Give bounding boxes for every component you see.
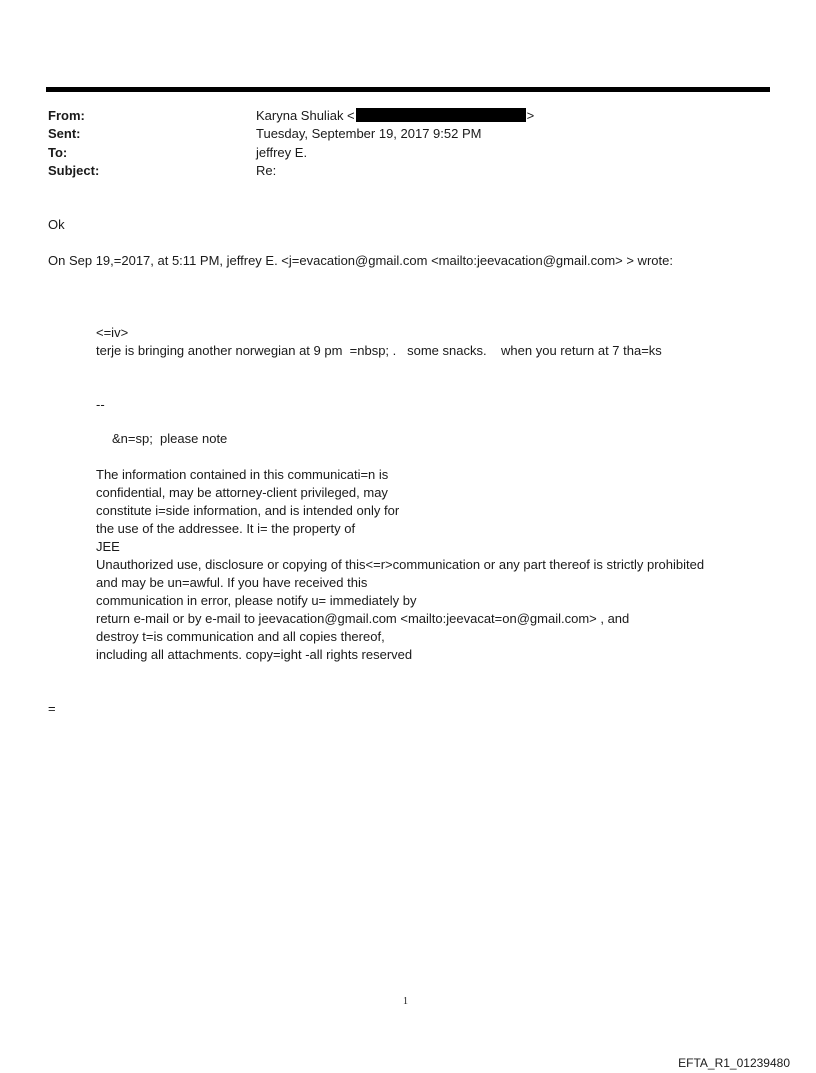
disclaimer-line: communication in error, please notify u= immediately by [96, 593, 417, 608]
from-end: > [526, 108, 535, 123]
page-number: 1 [403, 996, 408, 1007]
disclaimer-line: return e-mail or by e-mail to jeevacation@gmail.com <mailto:jeevacat=on@gmail.com> , and [96, 611, 630, 626]
quoted-message: terje is bringing another norwegian at 9 pm =nbsp; . some snacks. when you return at 7 tha=ks [96, 343, 662, 358]
from-value [256, 107, 534, 125]
document-id: EFTA_R1_01239480 [678, 1056, 790, 1070]
header-rule [46, 87, 770, 92]
quoted-div-tag: <=iv> [96, 325, 129, 340]
attribution-line: On Sep 19,=2017, at 5:11 PM, jeffrey E. <j=evacation@gmail.com <mailto:jeevacation@gmail.com> > wrote: [48, 253, 673, 268]
to-value: jeffrey E. [256, 145, 308, 160]
sent-value: Tuesday, September 19, 2017 9:52 PM [256, 126, 482, 141]
from-label: From: [48, 108, 85, 123]
please-note: &n=sp; please note [112, 431, 228, 446]
disclaimer-line: Unauthorized use, disclosure or copying of this<=r>communication or any part thereof is strictly prohibited [96, 557, 705, 572]
trailing-char: = [48, 701, 56, 716]
disclaimer-line: and may be un=awful. If you have received this [96, 575, 368, 590]
from-name: Karyna Shuliak < [256, 108, 355, 123]
disclaimer-line: the use of the addressee. It i= the property of [96, 521, 356, 536]
disclaimer-line: confidential, may be attorney-client privileged, may [96, 485, 388, 500]
reply-text: Ok [48, 217, 65, 232]
subject-label: Subject: [48, 163, 100, 178]
disclaimer-line: destroy t=is communication and all copies thereof, [96, 629, 385, 644]
to-label: To: [48, 145, 68, 160]
sent-label: Sent: [48, 126, 81, 141]
disclaimer-line: including all attachments. copy=ight -all rights reserved [96, 647, 413, 662]
redaction-block [356, 108, 526, 122]
disclaimer-line: constitute i=side information, and is intended only for [96, 503, 400, 518]
disclaimer-line: JEE [96, 539, 120, 554]
subject-value: Re: [256, 163, 277, 178]
disclaimer-line: The information contained in this communicati=n is [96, 467, 389, 482]
signature-separator: -- [96, 397, 105, 412]
